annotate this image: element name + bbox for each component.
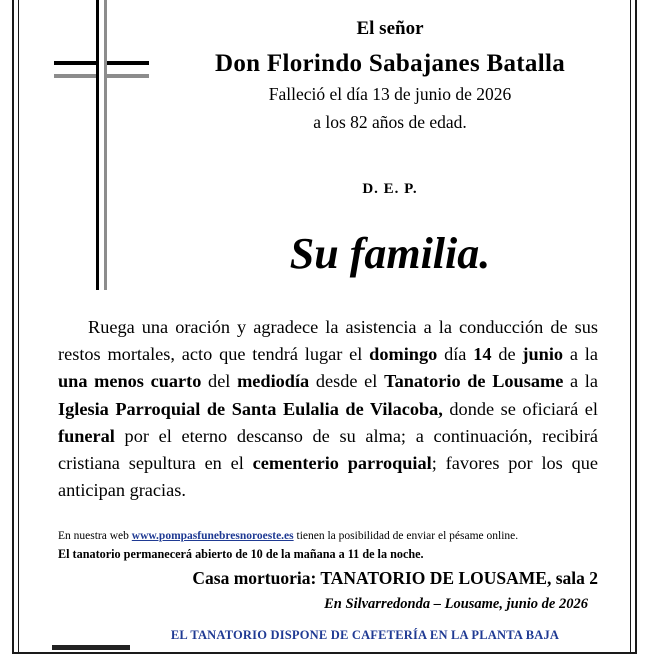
deceased-prefix: El señor [356,18,424,39]
website-link[interactable]: www.pompasfunebresnoroeste.es [131,530,294,542]
place-and-date: En Silvarredonda – Lousame, junio de 2026 [324,596,588,612]
deceased-name: Don Florindo Sabajanes Batalla [214,50,566,77]
family-signature: Su familia. [289,229,491,278]
death-date: Falleció el día 13 de junio de 2026 [268,84,512,104]
funeral-announcement-text: Ruega una oración y agradece la asistencia a la conducción de sus restos mortales, acto que tendrá lugar el domingo día 14 de junio a la una menos cuarto del mediodía desde el Tanatorio de Lousame a la Iglesia Parroquial de Santa Eulalia de Vilacoba, donde se oficiará el funeral por el eterno descanso de su alma; a continuación, recibirá cristiana sepultura en el cementerio parroquial; favores por los que anticipan gracias. [58,317,598,501]
age-line: a los 82 años de edad. [313,112,467,132]
online-condolences-note: En nuestra web www.pompasfunebresnoroeste.es tienen la posibilidad de enviar el pésame online. [58,530,519,542]
mortuary-location: Casa mortuoria: TANATORIO DE LOUSAME, sala 2 [192,568,598,588]
corner-mark [52,645,130,650]
cafeteria-notice: EL TANATORIO DISPONE DE CAFETERÍA EN LA PLANTA BAJA [170,628,560,642]
opening-hours: El tanatorio permanecerá abierto de 10 de la mañana a 11 de la noche. [58,547,424,561]
rip-abbreviation: D. E. P. [362,181,418,197]
